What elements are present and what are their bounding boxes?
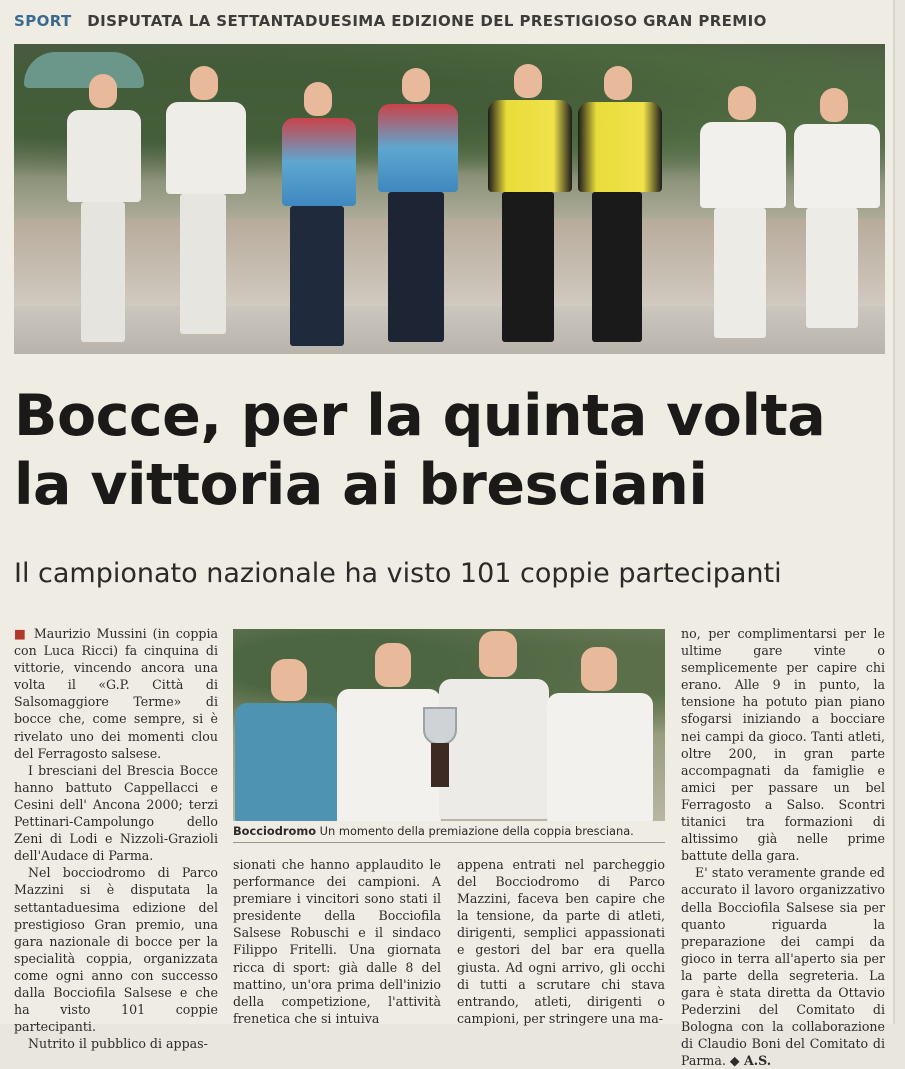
article-column-4 <box>681 625 885 1069</box>
headline-line-2: la vittoria ai bresciani <box>14 452 708 518</box>
caption-label: Bocciodromo <box>233 824 317 838</box>
article-column-1: ■ Maurizio Mussini (in coppia con Luca Ricci) fa cinquina di vittorie, vincendo ancora una volta il «G.P. Città di Salsomaggiore Terme» di bocce che, come sempre, si è rivelato uno dei momenti clou del Ferragosto salsese. I bresciani del Brescia Bocce hanno battuto Cappellacci e Cesini dell' Ancona 2000; terzi Pettinari-Campolungo dello Zeni di Lodi e Nizzoli-Grazioli dell'Audace di Parma. Nel bocciodromo di Parco Mazzini si è disputata la settantaduesima edizione del prestigioso Gran premio, una gara nazionale di bocce per la specialità coppia, organizzata come ogni anno con successo dalla Bocciofila Salsese e che ha visto 101 coppie partecipanti. Nutrito il pubblico di appas- <box>14 626 218 1052</box>
subheadline: Il campionato nazionale ha visto 101 coppie partecipanti <box>14 558 782 589</box>
article-column-3 <box>457 856 665 1027</box>
kicker-text: DISPUTATA LA SETTANTADUESIMA EDIZIONE DEL PRESTIGIOSO GRAN PREMIO <box>87 12 767 30</box>
caption-divider <box>233 842 665 843</box>
section-label: SPORT <box>14 12 72 30</box>
award-photo <box>233 629 665 821</box>
paragraph: I bresciani del Brescia Bocce hanno battuto Cappellacci e Cesini dell' Ancona 2000; terzi Pettinari-Campolungo dello Zeni di Lodi e Nizzoli-Grazioli dell'Audace di Parma. <box>14 762 218 864</box>
paragraph: Nel bocciodromo di Parco Mazzini si è disputata la settantaduesima edizione del prestigioso Gran premio, una gara nazionale di bocce per la specialità coppia, organizzata come ogni anno con successo dalla Bocciofila Salsese e che ha visto 101 coppie partecipanti. <box>14 865 218 1035</box>
author-signature: ◆ A.S. <box>729 1053 772 1069</box>
caption-text: Un momento della premiazione della coppia bresciana. <box>319 824 634 838</box>
article-column-2 <box>233 856 441 1027</box>
paragraph: sionati che hanno applaudito le performance dei campioni. A premiare i vincitori sono stati il presidente della Bocciofila Salsese Robuschi e il sindaco Filippo Fritelli. Una giornata ricca di sport: già dalle 8 del mattino, un'ora prima dell'inizio della competizione, l'attività frenetica che si intuiva <box>233 857 441 1026</box>
headline <box>14 382 884 520</box>
paragraph: no, per complimentarsi per le ultime gare vinte o semplicemente per capire chi erano. Alle 9 in punto, la tensione ha potuto pian piano sfogarsi iniziando a bocciare nei campi da gioco. Tanti atleti, oltre 200, in gran parte accompagnati da famiglie e amici per passare un bel Ferragosto a Salso. Scontri titanici tra formazioni di altissimo già nelle prime battute della gara. <box>681 626 885 864</box>
photo-caption <box>233 824 665 838</box>
team-photo <box>14 44 885 354</box>
paragraph: Nutrito il pubblico di appas- <box>28 1036 208 1052</box>
paragraph: Maurizio Mussini (in coppia con Luca Ricci) fa cinquina di vittorie, vincendo ancora una volta il «G.P. Città di Salsomaggiore Terme» di bocce che, come sempre, si è rivelato uno dei momenti clou del Ferragosto salsese. <box>14 626 218 761</box>
article-kicker <box>14 12 884 30</box>
headline-line-1: Bocce, per la quinta volta <box>14 383 826 449</box>
paragraph: E' stato veramente grande ed accurato il lavoro organizzativo della Bocciofila Salsese sia per quanto riguarda la preparazione dei campi da gioco in terra all'aperto sia per la parte della segreteria. La gara è stata diretta da Ottavio Pederzini del Comitato di Bologna con la collaborazione di Claudio Boni del Comitato di Parma. <box>681 865 885 1069</box>
paragraph: appena entrati nel parcheggio del Bocciodromo di Parco Mazzini, faceva ben capire che la tensione, da parte di atleti, dirigenti, semplici appassionati e gestori del bar era quella giusta. Ad ogni arrivo, gli occhi di tutti a scrutare chi stava entrando, atleti, dirigenti o campioni, per stringere una ma- <box>457 857 665 1026</box>
